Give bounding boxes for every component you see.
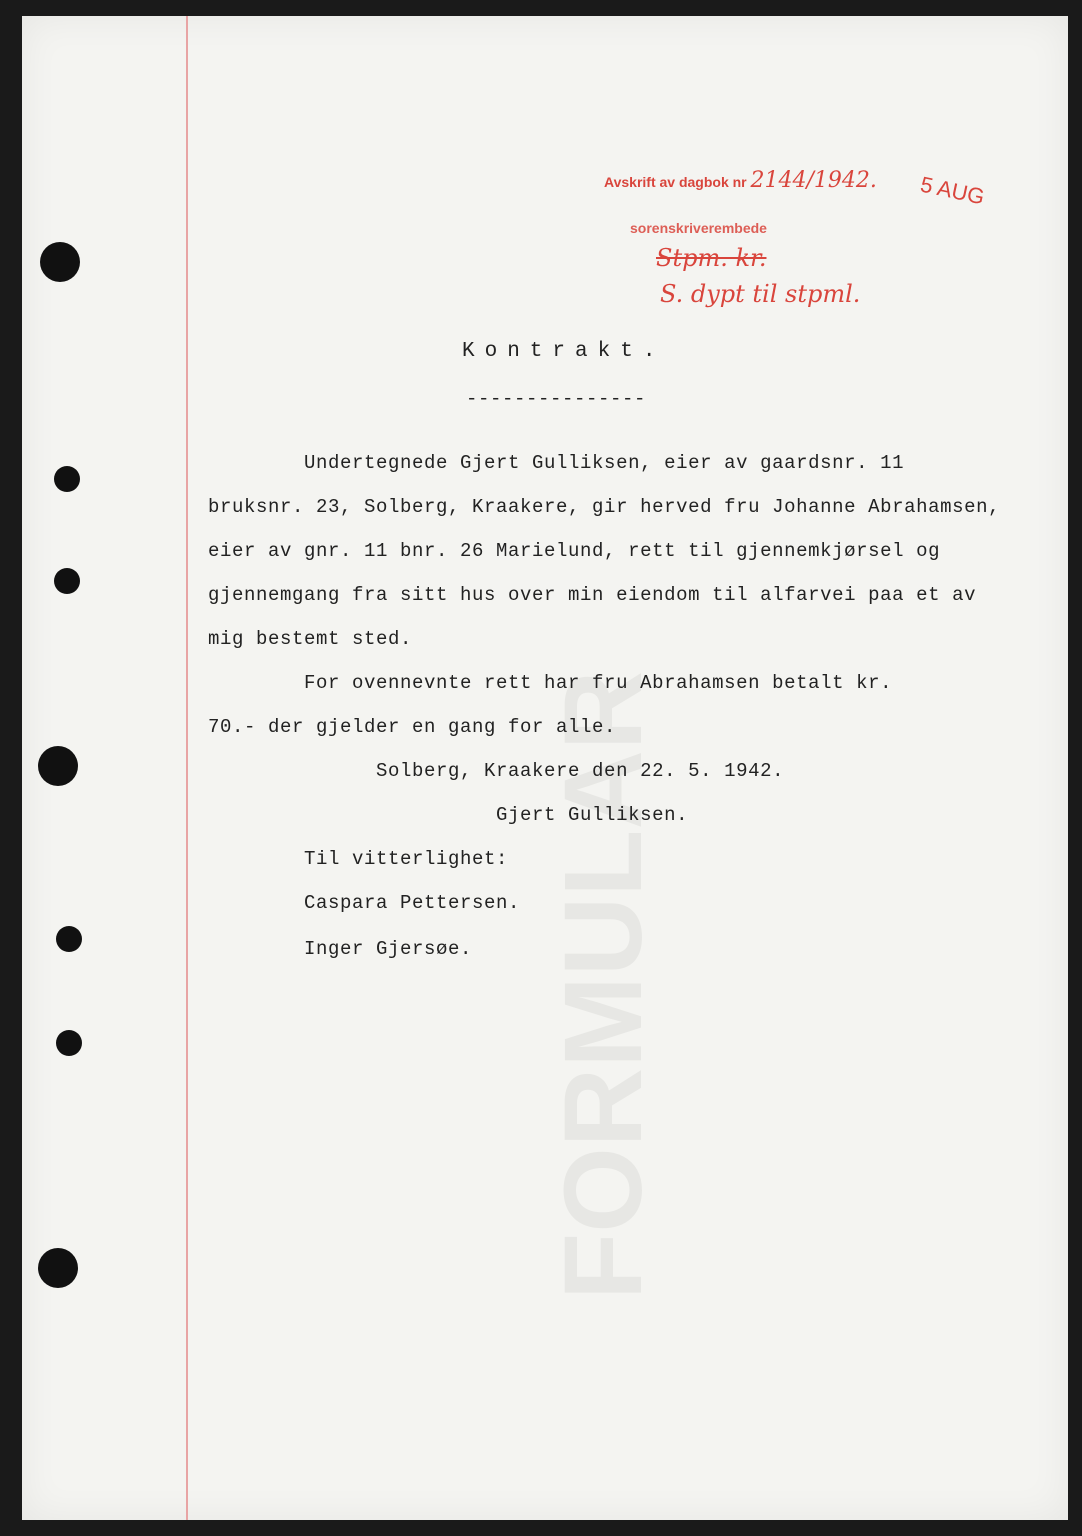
body-line: mig bestemt sted. [208,628,413,650]
title-underline: --------------- [466,388,647,410]
stamp-date: 5 AUG [918,171,987,210]
punch-hole [38,1248,78,1288]
registry-stamp [604,168,877,193]
body-line: 70.- der gjelder en gang for alle. [208,716,617,738]
struck-annotation: Stpm. kr. [656,244,767,272]
witness-name: Caspara Pettersen. [208,892,521,914]
witness-name: Inger Gjersøe. [208,938,473,960]
margin-line [186,16,188,1520]
handwritten-note: S. dypt til stpml. [660,280,861,308]
punch-hole [56,926,82,952]
place-date-line: Solberg, Kraakere den 22. 5. 1942. [208,760,785,782]
body-line: gjennemgang fra sitt hus over min eiendom til alfarvei paa et av [208,584,977,606]
stamp-office: sorenskriverembede [630,220,767,236]
body-line: bruksnr. 23, Solberg, Kraakere, gir herved fru Johanne Abrahamsen, [208,496,1001,518]
watermark: FORMULAR [542,670,665,1300]
body-line: eier av gnr. 11 bnr. 26 Marielund, rett til gjennemkjørsel og [208,540,941,562]
punch-hole [38,746,78,786]
stamp-dagbok-number: 2144/1942. [750,168,877,193]
body-line: For ovennevnte rett har fru Abrahamsen betalt kr. [208,672,893,694]
punch-hole [54,466,80,492]
document-title: Kontrakt. [462,340,666,363]
witness-heading: Til vitterlighet: [208,848,509,870]
punch-hole [40,242,80,282]
punch-hole [54,568,80,594]
punch-hole [56,1030,82,1056]
signature-line: Gjert Gulliksen. [208,804,689,826]
body-line: Undertegnede Gjert Gulliksen, eier av gaardsnr. 11 [208,452,905,474]
stamp-label: Avskrift av dagbok nr [604,174,747,190]
